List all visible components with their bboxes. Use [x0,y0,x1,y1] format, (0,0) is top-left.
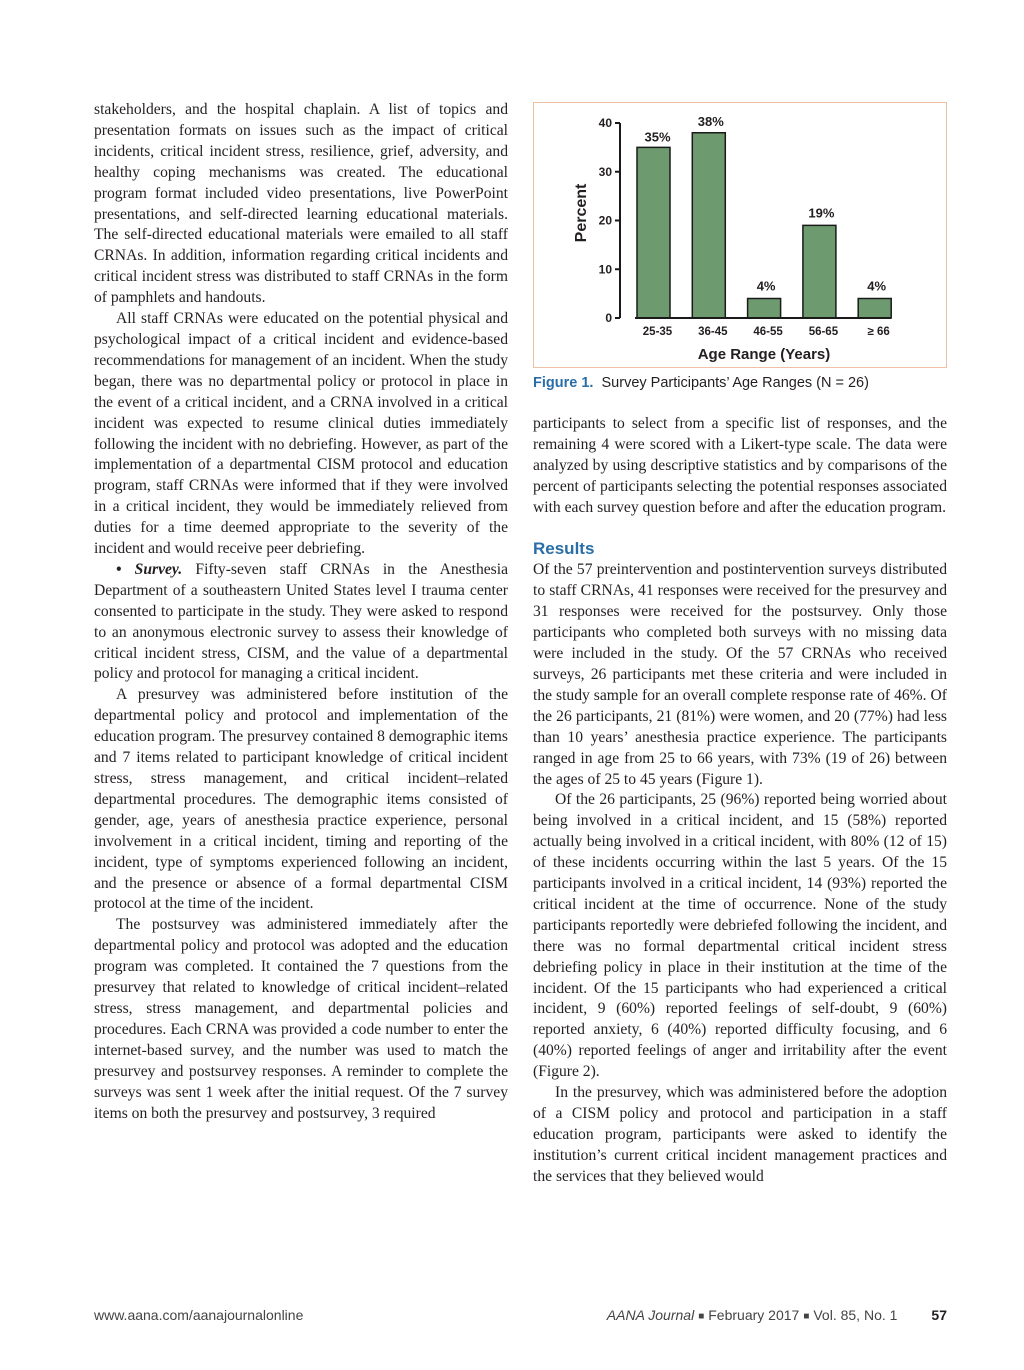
y-tick-label: 20 [598,213,612,228]
left-column [94,100,508,1124]
y-axis-title: Percent [573,183,590,243]
x-tick-label: 46-55 [753,326,783,338]
section-heading-results: Results [533,538,595,558]
paragraph: stakeholders, and the hospital chaplain. A list of topics and presentation formats on issues such as the impact of critical incidents, critical incident stress, resilience, grief, adversity, and healthy coping mechanisms was created. The educational program format included video presentations, live PowerPoint presentations, and self-directed learning educational materials. The self-directed educational materials were emailed to all staff CRNAs. In addition, information regarding critical incidents and critical incident stress was distributed to staff CRNAs in the form of pamphlets and handouts. [94,101,508,307]
y-tick-label: 40 [598,116,612,130]
paragraph: participants to select from a specific list of responses, and the remaining 4 were scored with a Likert-type scale. The data were analyzed by using descriptive statistics and by comparisons of the percent of participants selecting the potential responses associated with each survey question before and after the education program. [533,415,947,516]
right-column [533,414,947,1188]
y-tick-label: 30 [598,164,612,179]
survey-text: Fifty-seven staff CRNAs in the Anesthesia Department of a southeastern United States level I trauma center consented to participate in the study. They were asked to respond to an anonymous electronic survey to assess their knowledge of critical incident stress, CISM, and the value of a departmental policy and protocol for managing a critical incident. [94,560,509,683]
paragraph: In the presurvey, which was administered before the adoption of a CISM policy and protocol and participation in a staff education program, participants were asked to identify the institution’s current critical incident management practices and the services that they believed would [533,1084,947,1185]
data-label: 4% [867,278,887,294]
x-tick-label: ≥ 66 [867,326,890,338]
footer-url: www.aana.com/aanajournalonline [94,1307,304,1323]
y-tick-label: 0 [605,311,612,325]
bar-25-35 [637,147,670,318]
paragraph: Of the 26 participants, 25 (96%) reported being worried about being involved in a critical incident, and 15 (58%) reported actually being involved in a critical incident, with 80% (12 of 15) of these incidents occurring within the last 5 years. Of the 15 participants involved in a critical incident, 14 (93%) reported the critical incident at the time of occurrence. None of the study participants reportedly were debriefed following the incident, and there was no formal departmental critical incident stress debriefing policy in place in their institution at the time of the incident. Of the 15 participants who had experienced a critical incident, 9 (60%) reported feelings of self-doubt, 9 (60%) reported anxiety, 6 (40%) reported difficulty focusing, and 6 (40%) reported feelings of anger and irritability after the event (Figure 2). [533,791,947,1081]
data-label: 38% [697,113,724,129]
survey-paragraph [94,560,508,685]
x-axis [635,318,891,338]
data-label: 19% [808,205,835,221]
data-label: 4% [756,278,776,294]
figure-caption-text: Survey Participants’ Age Ranges (N = 26) [601,375,869,391]
footer-date: February 2017 [708,1307,800,1323]
page-number: 57 [931,1307,947,1323]
bar-56-65 [803,225,836,318]
footer-citation [607,1307,947,1323]
figure-1-chart [533,102,947,368]
paragraph: A presurvey was administered before institution of the departmental policy and protocol and implementation of the education program. The presurvey contained 8 demographic items and 7 items related to participant knowledge of critical incident stress, stress management, and critical incident–related departmental procedures. The demographic items consisted of gender, age, years of anesthesia practice experience, personal involvement in a critical incident, timing and reporting of the incident, type of symptoms experienced following an incident, and the presence or absence of a formal departmental CISM protocol at the time of the incident. [94,686,508,913]
bar-36-45 [692,133,725,318]
data-labels [644,114,886,294]
y-axis [599,116,620,325]
y-tick-label: 10 [598,262,612,277]
footer-separator: ■ [698,1311,705,1322]
age-range-bar-chart [534,103,948,369]
paragraph: Of the 57 preintervention and postintervention surveys distributed to staff CRNAs, 41 responses were received for the presurvey and 31 responses were received for the postsurvey. Only those participants who completed both surveys with no missing data were included in the study. Of the 57 CRNAs who received surveys, 26 participants met these criteria and were included in the study sample for an overall complete response rate of 46%. Of the 26 participants, 21 (81%) were women, and 20 (77%) had less than 10 years’ anesthesia practice experience. The participants ranged in age from 25 to 66 years, with 73% (19 of 26) between the ages of 25 to 45 years (Figure 1). [533,561,947,788]
footer-journal: AANA Journal [606,1307,695,1323]
survey-bullet-term: • Survey. [116,560,183,578]
x-tick-label: 25-35 [642,326,673,338]
bar-46-55 [748,299,781,319]
bar-≥ 66 [858,299,891,319]
x-tick-label: 56-65 [808,326,839,338]
x-tick-label: 36-45 [698,326,728,338]
data-label: 35% [644,129,671,145]
paragraph: All staff CRNAs were educated on the potential physical and psychological impact of a critical incident and evidence-based recommendations for management of an incident. When the study began, there was no departmental policy or protocol in place in the event of a critical incident, and a CRNA involved in a critical incident was expected to resume clinical duties immediately following the incident with no debriefing. However, as part of the implementation of a departmental CISM protocol and education program, staff CRNAs were informed that if they were involved in a critical incident, they would be immediately relieved from duties for a time deemed appropriate to the severity of the incident and would receive peer debriefing. [94,310,508,558]
figure-label: Figure 1. [533,375,594,391]
figure-caption [533,375,947,391]
x-axis-title: Age Range (Years) [697,346,831,363]
footer-volume: Vol. 85, No. 1 [813,1307,898,1323]
footer-separator: ■ [803,1311,810,1322]
paragraph: The postsurvey was administered immediately after the departmental policy and protocol was adopted and the education program was completed. It contained the 7 questions from the presurvey that related to knowledge of critical incident–related stress, stress management, and departmental policies and procedures. Each CRNA was provided a code number to enter the internet-based survey, and the number was used to match the presurvey and postsurvey responses. A reminder to complete the surveys was sent 1 week after the initial request. Of the 7 survey items on both the presurvey and postsurvey, 3 required [94,916,508,1122]
